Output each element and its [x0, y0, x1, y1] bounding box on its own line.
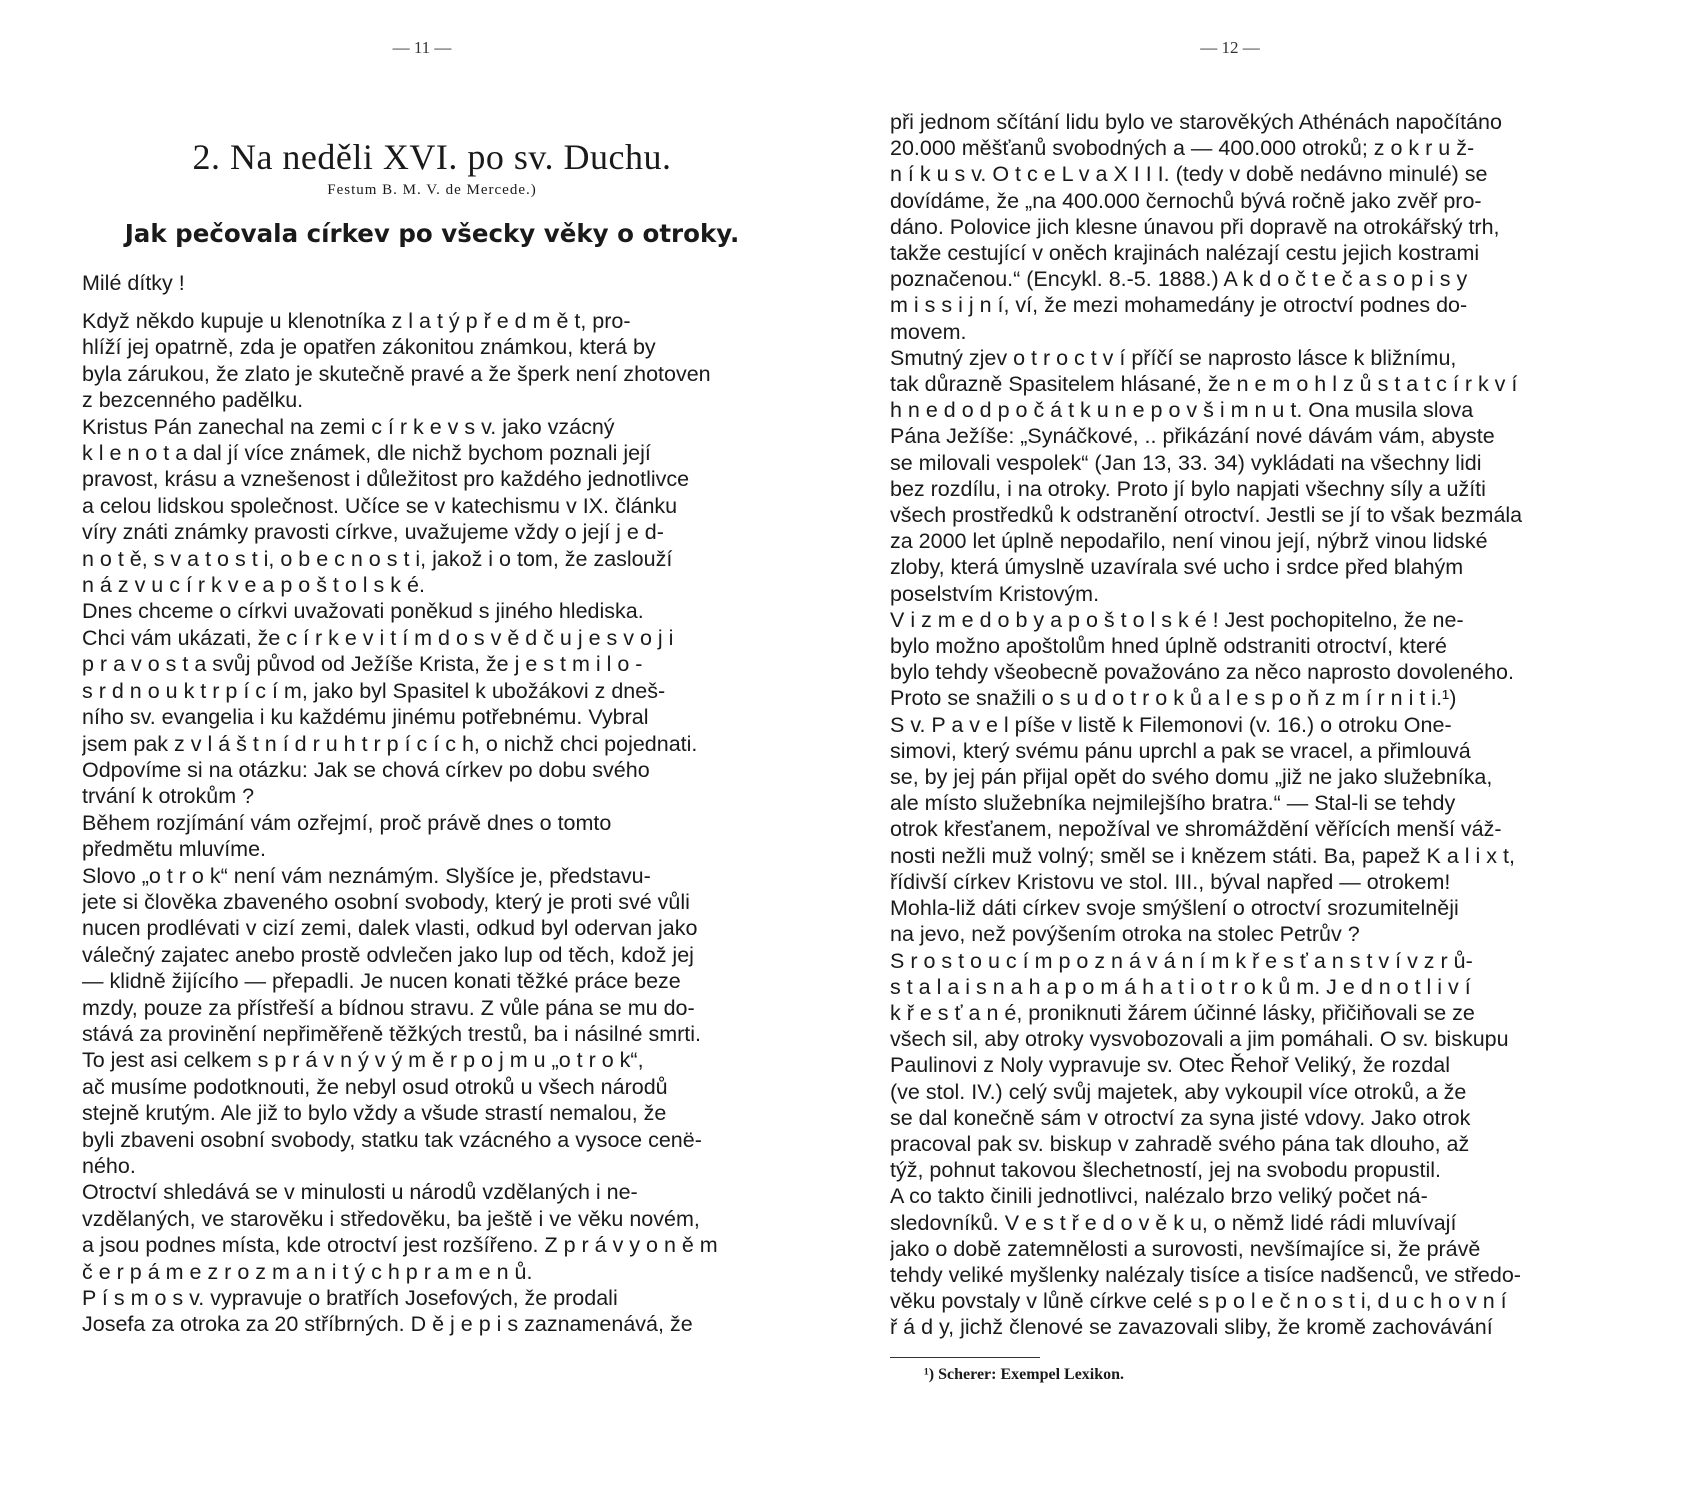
text-line: předmětu mluvíme. [82, 837, 267, 862]
text-line: jsem pak z v l á š t n í d r u h t r p í c í c h, o nichž chci pojednati. [82, 731, 698, 756]
text-line: ač musíme podotknouti, že nebyl osud otroků u všech národů [82, 1074, 668, 1099]
text-line: takže cestující v oněch krajinách nalézají cestu jejich kostrami [890, 241, 1480, 266]
text-line: bylo možno apoštolům hned úplně odstraniti otroctví, které [890, 634, 1447, 659]
text-line: bez rozdílu, i na otroky. Proto jí bylo napjati všechny síly a užíti [890, 476, 1486, 501]
text-line: movem. [890, 319, 967, 344]
text-line: n á z v u c í r k v e a p o š t o l s k é. [82, 573, 425, 598]
page-number: — 11 — [392, 38, 452, 57]
text-line: Proto se snažili o s u d o t r o k ů a l e s p o ň z m í r n i t i.¹) [890, 686, 1457, 711]
text-line: pravost, krásu a vznešenost i důležitost pro každého jednotlivce [82, 467, 690, 492]
text-line: Josefa za otroka za 20 stříbrných. D ě j e p i s zaznamenává, že [82, 1312, 693, 1337]
text-line: A co takto činili jednotlivci, nalézalo brzo veliký počet ná- [890, 1184, 1428, 1209]
text-line: dovídáme, že „na 400.000 černochů bývá ročně jako zvěř pro- [890, 188, 1482, 213]
text-line: byli zbaveni osobní svobody, statku tak vzácného a vysoce cenë- [82, 1127, 702, 1152]
text-line: nucen prodlévati v cizí zemi, dalek vlasti, odkud byl odervan jako [82, 916, 698, 941]
text-line: týž, pohnut takovou šlechetností, jej na svobodu propustil. [890, 1158, 1441, 1183]
text-line: V i z m e d o b y a p o š t o l s k é ! Jest pochopitelno, že ne- [890, 607, 1464, 632]
text-line: ného. [82, 1154, 136, 1178]
text-line: všech prostředků k odstranění otroctví. Jestli se jí to však bezmála [890, 503, 1523, 528]
text-line: a jsou podnes místa, kde otroctví jest rozšířeno. Z p r á v y o n ě m [82, 1233, 718, 1258]
text-line: simovi, který svému pánu uprchl a pak se vracel, a přimlouvá [890, 738, 1471, 763]
text-line: tak důrazně Spasitelem hlásané, že n e m o h l z ů s t a t c í r k v í [890, 372, 1518, 397]
text-line: s r d n o u k t r p í c í m, jako byl Spasitel k ubožákovi z dneš- [82, 678, 666, 703]
greeting: Milé dítky ! [82, 271, 185, 295]
text-line: pracoval pak sv. biskup v zahradě svého pána tak dlouho, až [890, 1131, 1470, 1156]
text-line: se milovali vespolek“ (Jan 13, 33. 34) vykládati na všechny lidi [890, 450, 1482, 475]
text-line: Odpovíme si na otázku: Jak se chová církev po dobu svého [82, 757, 650, 782]
text-line: Dnes chceme o církvi uvažovati poněkud s jiného hlediska. [82, 599, 644, 624]
text-line: otrok křesťanem, nepožíval ve shromáždění věřících menší váž- [890, 817, 1502, 842]
text-line: S r o s t o u c í m p o z n á v á n í m k ř e s ť a n s t v í v z r ů- [890, 948, 1473, 973]
text-line: poselstvím Kristovým. [890, 581, 1100, 606]
body-text [82, 308, 782, 1338]
text-line: vzdělaných, ve starověku i středověku, ba ještě i ve věku novém, [82, 1206, 700, 1231]
text-line: 20.000 měšťanů svobodných a — 400.000 otroků; z o k r u ž- [890, 136, 1475, 161]
page-number: — 12 — [1200, 38, 1260, 57]
text-line: řídivší církev Kristovu ve stol. III., býval napřed — otrokem! [890, 869, 1451, 894]
text-line: k l e n o t a dal jí více známek, dle nichž bychom poznali její [82, 441, 651, 466]
text-line: ního sv. evangelia i ku každému jinému potřebnému. Vybral [82, 705, 649, 730]
text-line: stejně krutým. Ale již to bylo vždy a všude strastí nemalou, že [82, 1101, 667, 1126]
text-line: Během rozjímání vám ozřejmí, proč právě dnes o tomto [82, 810, 612, 835]
text-line: ale místo služebníka nejmilejšího bratra.“ — Stal-li se tehdy [890, 791, 1456, 816]
text-line: s t a l a i s n a h a p o m á h a t i o t r o k ů m. J e d n o t l i v í [890, 974, 1471, 999]
text-line: P í s m o s v. vypravuje o bratřích Josefových, že prodali [82, 1286, 618, 1311]
text-line: jete si člověka zbaveného osobní svobody, který je proti své vůli [82, 889, 690, 914]
text-line: p r a v o s t a svůj původ od Ježíše Krista, že j e s t m i l o - [82, 652, 643, 677]
text-line: se, by jej pán přijal opět do svého domu „již ne jako služebníka, [890, 765, 1493, 790]
text-line: tehdy veliké myšlenky nalézaly tisíce a tisíce nadšenců, ve středo- [890, 1262, 1521, 1287]
text-line: Chci vám ukázati, že c í r k e v i t í m d o s v ě d č u j e s v o j i [82, 625, 674, 650]
text-line: h n e d o d p o č á t k u n e p o v š i m n u t. Ona musila slova [890, 398, 1474, 423]
text-line: To jest asi celkem s p r á v n ý v ý m ě r p o j m u „o t r o k“, [82, 1048, 644, 1073]
text-line: Slovo „o t r o k“ není vám neznámým. Slyšíce je, představu- [82, 863, 651, 888]
text-line: č e r p á m e z r o z m a n i t ý c h p r a m e n ů. [82, 1259, 533, 1284]
feast-subtitle: Festum B. M. V. de Mercede.) [327, 182, 537, 198]
text-line: se dal konečně sám v otroctví za syna jisté vdovy. Jako otrok [890, 1105, 1471, 1130]
text-line: bylo tehdy všeobecně považováno za něco naprosto dovoleného. [890, 660, 1514, 685]
left-column [82, 136, 782, 1342]
right-column [890, 109, 1580, 1384]
text-line: m i s s i j n í, ví, že mezi mohamedány je otroctví podnes do- [890, 293, 1468, 318]
sermon-heading: Jak pečovala církev po všecky věky o otroky. [124, 219, 740, 248]
text-line: poznačenou.“ (Encykl. 8.-5. 1888.) A k d o č t e č a s o p i s y [890, 267, 1468, 292]
text-line: Když někdo kupuje u klenotníka z l a t ý p ř e d m ě t, pro- [82, 309, 631, 333]
text-line: n o t ě, s v a t o s t i, o b e c n o s t i, jakož i o tom, že zaslouží [82, 546, 673, 571]
text-line: na jevo, než povýšením otroka na stolec Petrův ? [890, 922, 1360, 947]
text-line: nosti nežli muž volný; směl se i knězem státi. Ba, papež K a l i x t, [890, 843, 1515, 868]
text-line: Otroctví shledává se v minulosti u národů vzdělaných i ne- [82, 1180, 638, 1205]
body-text [890, 109, 1580, 1341]
text-line: Smutný zjev o t r o c t v í příčí se naprosto lásce k bližnímu, [890, 345, 1457, 370]
text-line: S v. P a v e l píše v listě k Filemonovi (v. 16.) o otroku One- [890, 712, 1452, 737]
text-line: válečný zajatec anebo prostě odvlečen jako lup od těch, kdož jej [82, 942, 694, 967]
text-line: trvání k otrokům ? [82, 784, 255, 809]
text-line: sledovníků. V e s t ř e d o v ě k u, o němž lidé rádi mluvívají [890, 1210, 1457, 1235]
text-line: všech sil, aby otroky vysvobozovali a jim pomáhali. O sv. biskupu [890, 1027, 1509, 1052]
text-line: jako o době zatemnělosti a surovosti, nevšímajíce si, že právě [890, 1236, 1481, 1261]
text-line: a celou lidskou společnost. Učíce se v katechismu v IX. článku [82, 493, 678, 518]
text-line: zloby, která úmyslně uzavírala své ucho i srdce před blahým [890, 555, 1464, 580]
text-line: byla zárukou, že zlato je skutečně pravé a že šperk není zhotoven [82, 361, 711, 386]
text-line: víry znáti známky pravosti církve, uvažujeme vždy o její j e d- [82, 520, 664, 545]
text-line: n í k u s v. O t c e L v a X I I I. (tedy v době nedávno minulé) se [890, 162, 1488, 187]
text-line: stává za provinění nepřiměřeně těžkých trestů, ba i násilné smrti. [82, 1021, 702, 1046]
text-line: za 2000 let úplně nepodařilo, není vinou její, nýbrž vinou lidské [890, 529, 1488, 554]
text-line: z bezcenného padělku. [82, 388, 304, 413]
footnote-divider [890, 1357, 1040, 1358]
text-line: Pána Ježíše: „Synáčkové, .. přikázání nové dávám vám, abyste [890, 424, 1495, 449]
text-line: Mohla-liž dáti církev svoje smýšlení o otroctví srozumitelněji [890, 896, 1459, 921]
text-line: dáno. Polovice jich klesne únavou při dopravě na otrokářský trh, [890, 214, 1500, 239]
sermon-title: 2. Na neděli XVI. po sv. Duchu. [192, 137, 672, 177]
text-line: Kristus Pán zanechal na zemi c í r k e v s v. jako vzácný [82, 414, 615, 439]
text-line: hlíží jej opatrně, zda je opatřen zákonitou známkou, která by [82, 335, 656, 360]
footnote: ¹) Scherer: Exempel Lexikon. [924, 1365, 1125, 1383]
text-line: k ř e s ť a n é, proniknuti žárem účinné lásky, přičiňovali se ze [890, 1000, 1475, 1025]
text-line: mzdy, pouze za přístřeší a bídnou stravu. Z vůle pána se mu do- [82, 995, 695, 1020]
text-line: (ve stol. IV.) celý svůj majetek, aby vykoupil více otroků, a že [890, 1079, 1467, 1104]
text-line: při jednom sčítání lidu bylo ve starověkých Athénách napočítáno [890, 110, 1502, 134]
text-line: ř á d y, jichž členové se zavazovali sliby, že kromě zachovávání [890, 1315, 1493, 1340]
text-line: — klidně žijícího — přepadli. Je nucen konati těžké práce beze [82, 969, 681, 994]
text-line: věku povstaly v lůně církve celé s p o l e č n o s t i, d u c h o v n í [890, 1289, 1507, 1314]
text-line: Paulinovi z Noly vypravuje sv. Otec Řehoř Veliký, že rozdal [890, 1053, 1451, 1078]
